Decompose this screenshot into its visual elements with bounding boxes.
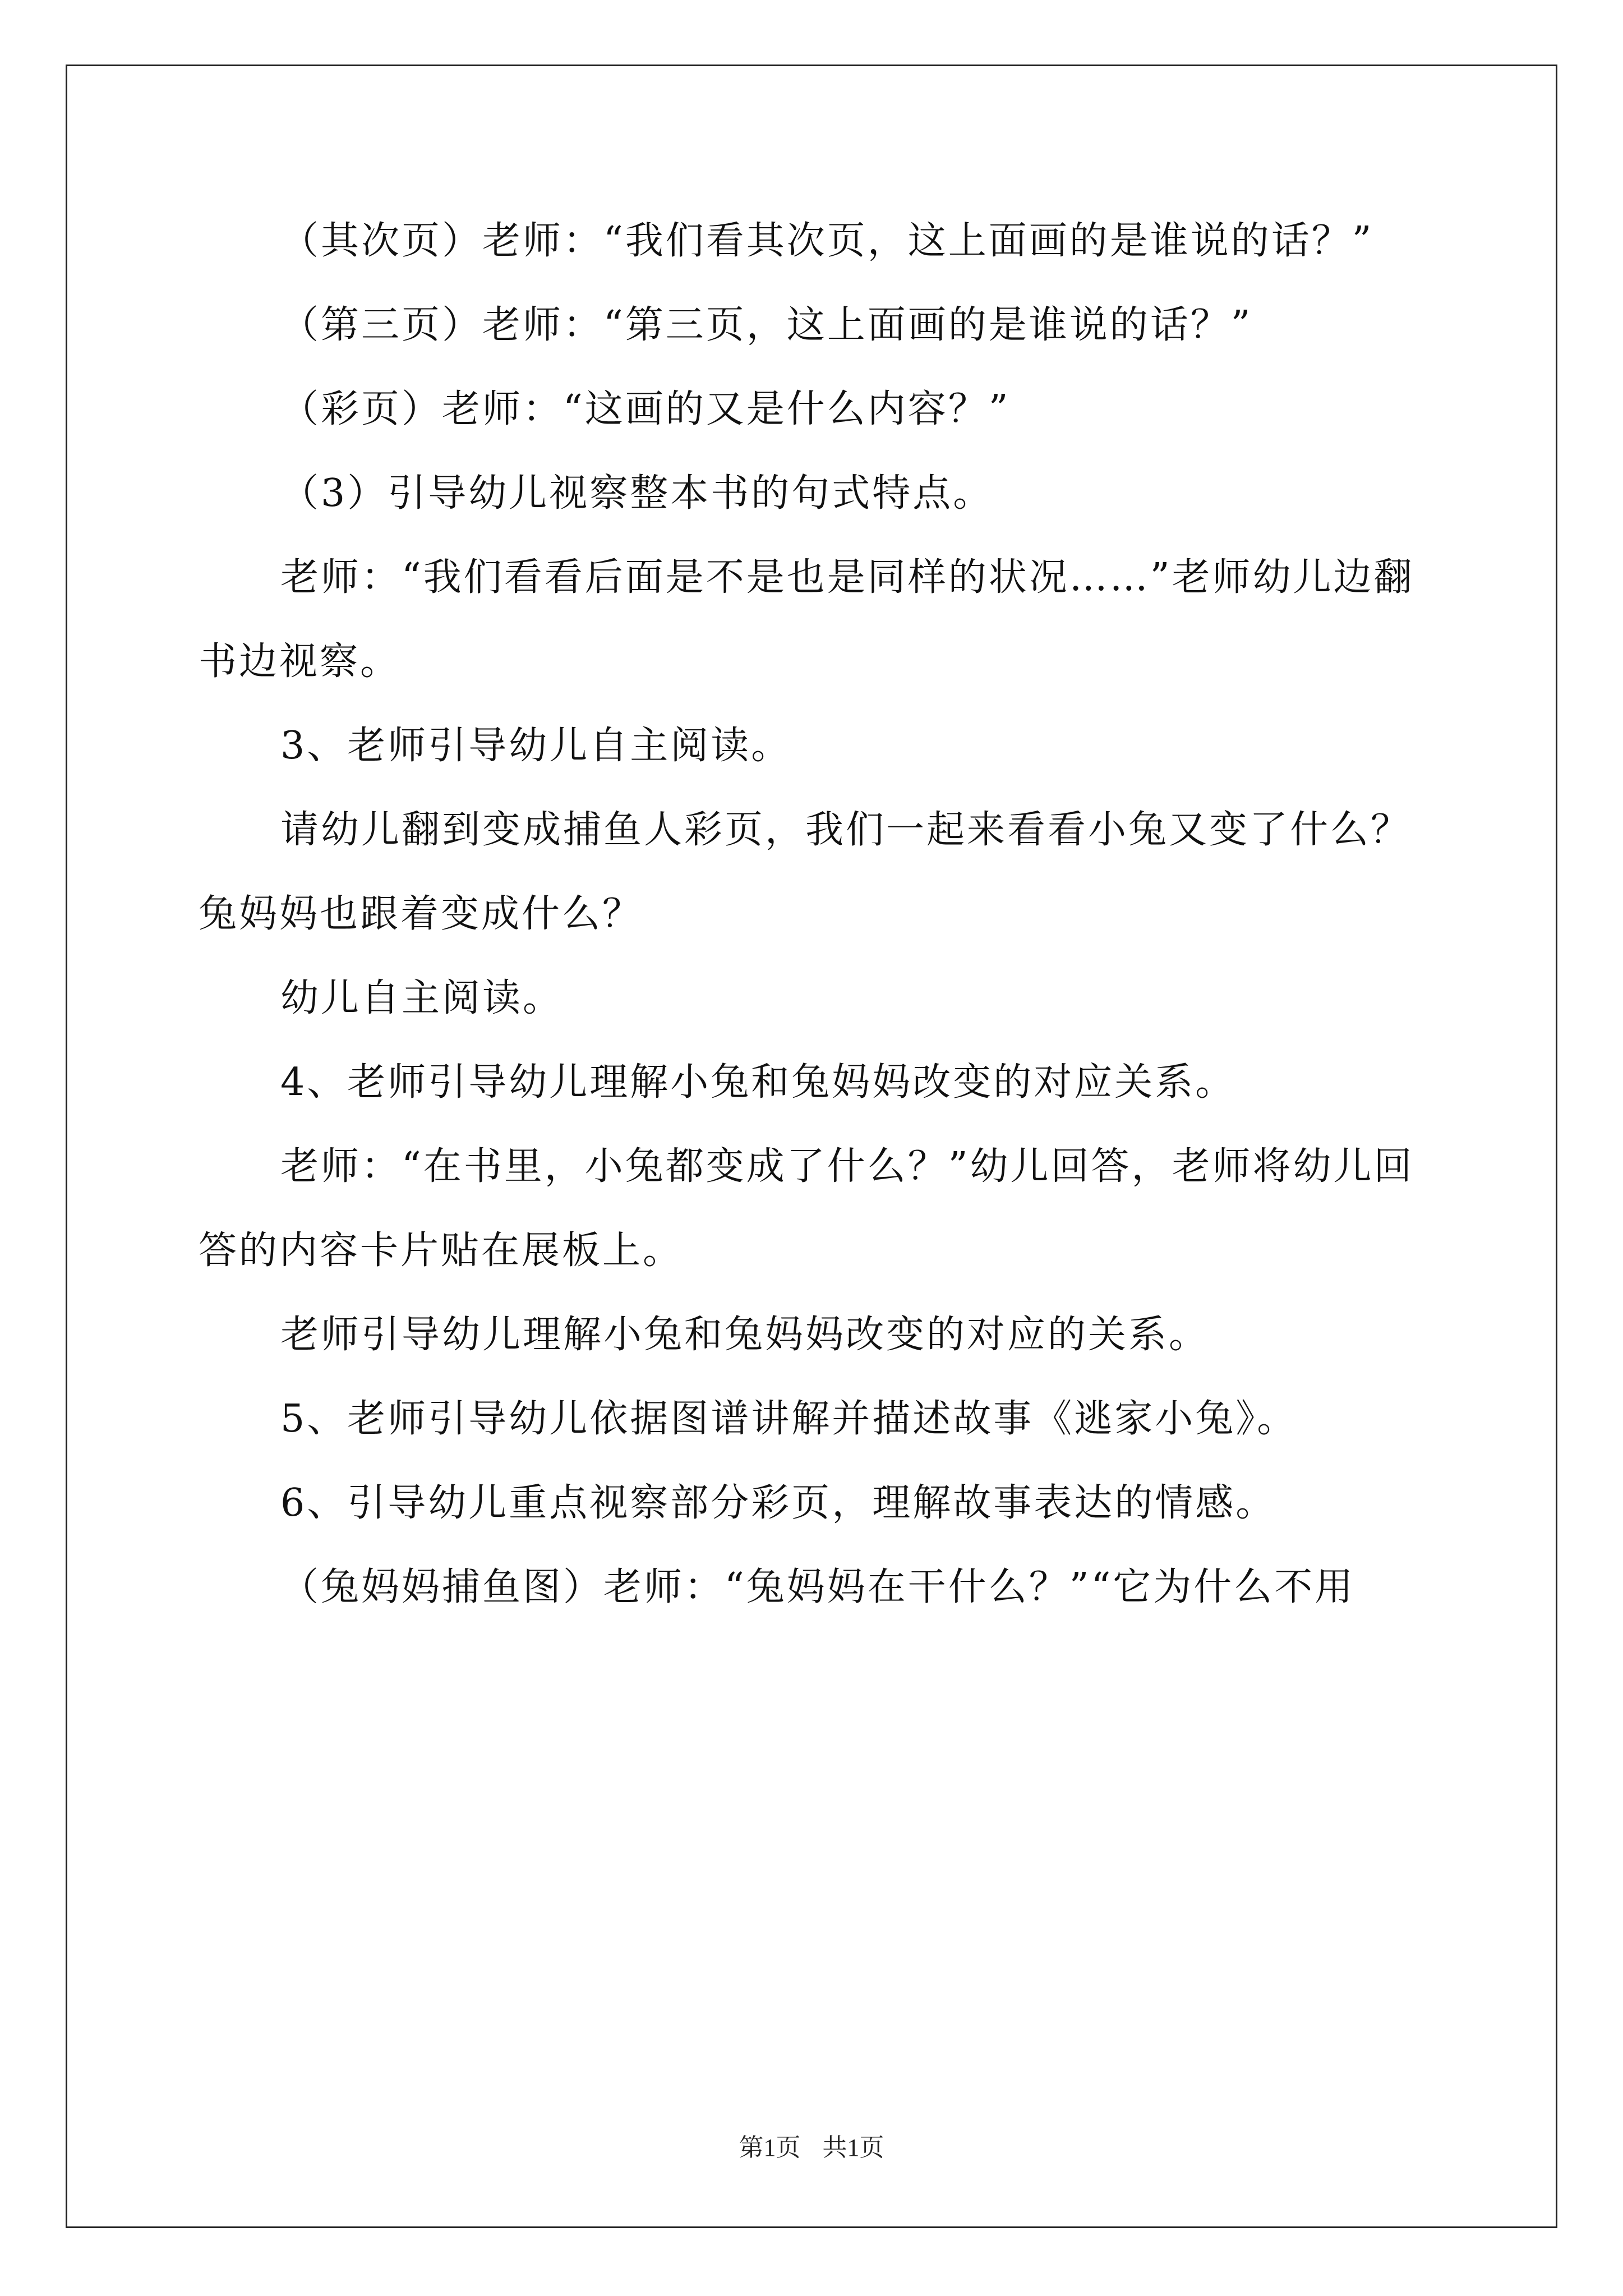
paragraph: 老师：“在书里，小兔都变成了什么？”幼儿回答，老师将幼儿回答的内容卡片贴在展板上。	[199, 1144, 1414, 1273]
page-footer	[0, 2127, 1623, 2163]
paragraph: 幼儿自主阅读。	[280, 976, 564, 1020]
document-body	[199, 199, 1427, 1630]
page-number: 第1页	[739, 2134, 801, 2161]
paragraph: （兔妈妈捕鱼图）老师：“兔妈妈在干什么？”“它为什么不用	[280, 1565, 1355, 1609]
paragraph: （其次页）老师：“我们看其次页，这上面画的是谁说的话？”	[280, 219, 1374, 263]
page-total: 共1页	[822, 2134, 884, 2161]
paragraph: 4、老师引导幼儿理解小兔和兔妈妈改变的对应关系。	[280, 1060, 1236, 1105]
paragraph: 3、老师引导幼儿自主阅读。	[280, 724, 792, 768]
paragraph: 6、引导幼儿重点视察部分彩页，理解故事表达的情感。	[280, 1481, 1276, 1525]
paragraph: 5、老师引导幼儿依据图谱讲解并描述故事《逃家小兔》。	[280, 1397, 1298, 1441]
paragraph: （第三页）老师：“第三页，这上面画的是谁说的话？”	[280, 303, 1253, 347]
paragraph: 老师：“我们看看后面是不是也是同样的状况……”老师幼儿边翻书边视察。	[199, 555, 1414, 684]
paragraph: （3）引导幼儿视察整本书的句式特点。	[280, 471, 994, 516]
paragraph: （彩页）老师：“这画的又是什么内容？”	[280, 387, 1011, 431]
paragraph: 请幼儿翻到变成捕鱼人彩页，我们一起来看看小兔又变了什么？兔妈妈也跟着变成什么？	[199, 808, 1412, 936]
paragraph: 老师引导幼儿理解小兔和兔妈妈改变的对应的关系。	[280, 1313, 1210, 1357]
